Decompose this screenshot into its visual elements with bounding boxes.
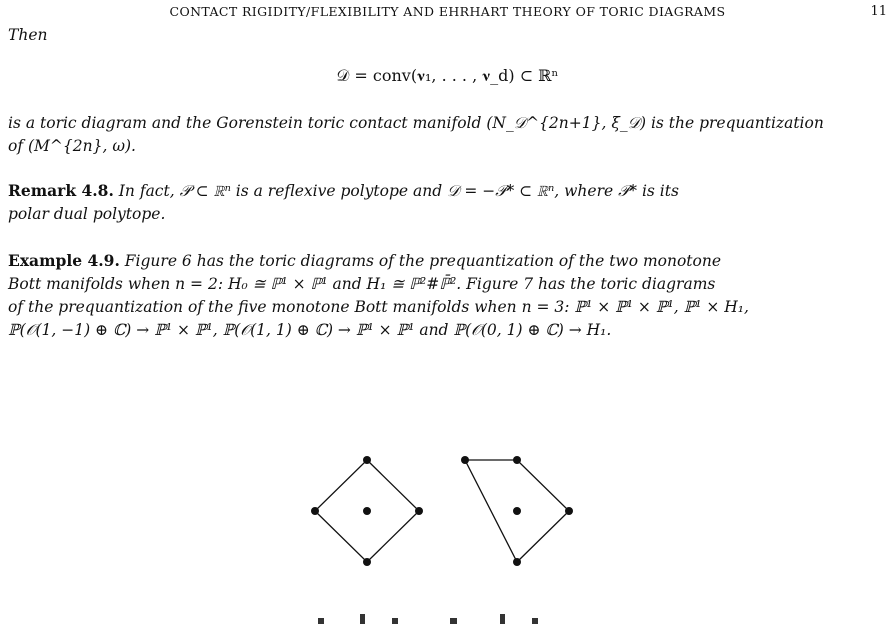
figure-caption-cutoff bbox=[300, 608, 600, 624]
display-formula: 𝒟 = conv(𝛎₁, . . . , 𝛎_d) ⊂ ℝⁿ bbox=[336, 66, 559, 85]
then-word: Then bbox=[8, 26, 48, 44]
caption-glyph bbox=[392, 618, 398, 624]
caption-fragment bbox=[300, 608, 600, 624]
caption-glyph bbox=[318, 618, 324, 624]
lattice-point bbox=[461, 456, 469, 464]
remark-text-line-1: In fact, 𝒫 ⊂ ℝⁿ is a reflexive polytope and 𝒟 = −𝒫* ⊂ ℝⁿ, where 𝒫* is its bbox=[118, 182, 679, 200]
statement-line-2: of (M^{2n}, ω). bbox=[8, 137, 136, 155]
example-line-1: Figure 6 has the toric diagrams of the prequantization of the two monotone bbox=[124, 252, 722, 270]
caption-glyph bbox=[532, 618, 538, 624]
lattice-point bbox=[513, 456, 521, 464]
example-line-3: of the prequantization of the five monotone Bott manifolds when n = 3: ℙ¹ × ℙ¹ × ℙ¹, ℙ¹ × H₁, bbox=[8, 298, 749, 316]
lattice-point bbox=[513, 558, 521, 566]
toric-diagram-2 bbox=[461, 456, 573, 566]
caption-glyph bbox=[360, 614, 365, 624]
lattice-point bbox=[363, 507, 371, 515]
lattice-point bbox=[513, 507, 521, 515]
lattice-point bbox=[363, 558, 371, 566]
lattice-point bbox=[311, 507, 319, 515]
toric-diagram-1 bbox=[311, 456, 423, 566]
example-label: Example 4.9. bbox=[8, 251, 120, 270]
example-line-2: Bott manifolds when n = 2: H₀ ≅ ℙ¹ × ℙ¹ and H₁ ≅ ℙ²#ℙ̄². Figure 7 has the toric diagrams bbox=[8, 275, 716, 293]
lattice-point bbox=[415, 507, 423, 515]
caption-glyph bbox=[450, 618, 457, 624]
remark-label: Remark 4.8. bbox=[8, 181, 114, 200]
running-header: CONTACT RIGIDITY/FLEXIBILITY AND EHRHART THEORY OF TORIC DIAGRAMS bbox=[169, 4, 726, 19]
example-line-4: ℙ(𝒪(1, −1) ⊕ ℂ) → ℙ¹ × ℙ¹, ℙ(𝒪(1, 1) ⊕ ℂ) → ℙ¹ × ℙ¹ and ℙ(𝒪(0, 1) ⊕ ℂ) → H₁. bbox=[8, 321, 612, 339]
page-number: 11 bbox=[870, 4, 887, 19]
lattice-point bbox=[363, 456, 371, 464]
statement-line-1: is a toric diagram and the Gorenstein toric contact manifold (N_𝒟^{2n+1}, ξ_𝒟) is the prequantization bbox=[8, 114, 824, 132]
lattice-point bbox=[565, 507, 573, 515]
remark-text-line-2: polar dual polytope. bbox=[8, 205, 166, 223]
caption-glyph bbox=[500, 614, 505, 624]
